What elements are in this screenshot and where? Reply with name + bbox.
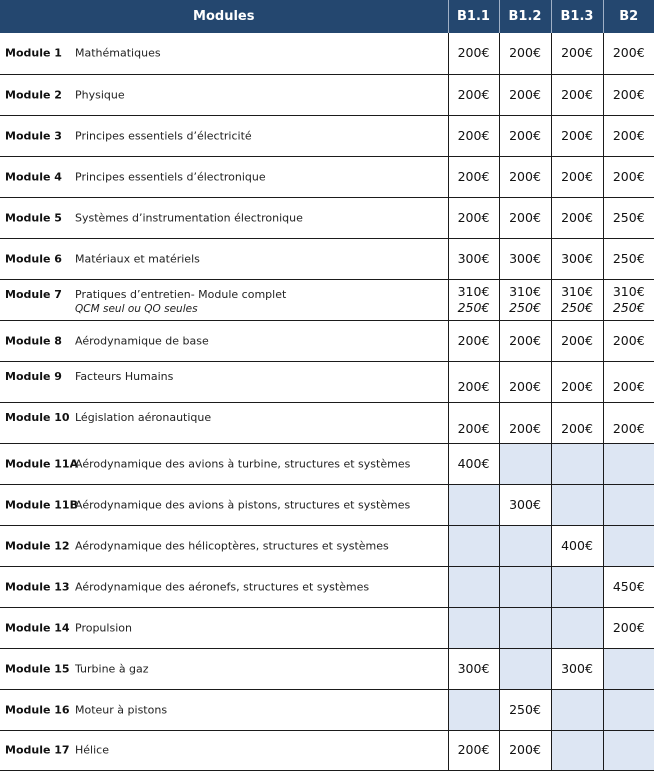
module-cell xyxy=(0,525,448,566)
price-value: 400€ xyxy=(561,537,593,553)
table-row xyxy=(0,279,654,320)
empty-price-cell xyxy=(499,648,551,689)
price-cell xyxy=(551,156,603,197)
price-value: 200€ xyxy=(612,127,645,143)
price-value: 310€ xyxy=(561,283,593,299)
module-cell xyxy=(0,74,448,115)
price-cell xyxy=(551,238,603,279)
module-cell xyxy=(0,197,448,238)
price-subvalue: 250€ xyxy=(457,299,490,315)
module-name-text: Aérodynamique des avions à pistons, structures et systèmes xyxy=(75,498,411,511)
module-name xyxy=(75,621,444,634)
table-row xyxy=(0,443,654,484)
price-cell xyxy=(448,320,499,361)
module-code: Module 4 xyxy=(5,170,62,183)
table-row xyxy=(0,689,654,730)
price-cell xyxy=(499,197,551,238)
empty-price-cell xyxy=(499,443,551,484)
price-cell xyxy=(448,74,499,115)
module-cell xyxy=(0,484,448,525)
table-row xyxy=(0,33,654,74)
table-row xyxy=(0,238,654,279)
module-name xyxy=(75,370,444,383)
price-cell xyxy=(551,33,603,74)
empty-price-cell xyxy=(603,525,654,566)
table-row xyxy=(0,402,654,443)
empty-price-cell xyxy=(448,525,499,566)
price-cell xyxy=(603,115,654,156)
price-cell xyxy=(551,525,603,566)
price-value: 200€ xyxy=(509,420,541,436)
module-name xyxy=(75,457,444,470)
price-value: 250€ xyxy=(612,209,645,225)
price-value: 200€ xyxy=(509,378,541,394)
price-cell xyxy=(448,361,499,402)
module-code: Module 8 xyxy=(5,334,62,347)
price-value: 200€ xyxy=(457,168,490,184)
header-col-b1-1: B1.1 xyxy=(448,0,499,33)
price-cell xyxy=(603,33,654,74)
table-row xyxy=(0,730,654,770)
module-name xyxy=(75,252,444,265)
module-code: Module 13 xyxy=(5,580,70,593)
module-name-text: Matériaux et matériels xyxy=(75,252,200,265)
price-cell xyxy=(499,238,551,279)
price-cell xyxy=(499,74,551,115)
price-cell xyxy=(448,197,499,238)
module-cell xyxy=(0,115,448,156)
price-value: 200€ xyxy=(612,332,645,348)
module-name-text: Physique xyxy=(75,88,125,101)
price-value: 200€ xyxy=(612,619,645,635)
table-row xyxy=(0,361,654,402)
module-name-text: Aérodynamique des hélicoptères, structures et systèmes xyxy=(75,539,389,552)
price-cell xyxy=(448,730,499,770)
module-cell xyxy=(0,689,448,730)
module-name xyxy=(75,170,444,183)
price-cell xyxy=(499,730,551,770)
table-row xyxy=(0,525,654,566)
module-name-text: Principes essentiels d’électronique xyxy=(75,170,266,183)
price-cell xyxy=(603,607,654,648)
price-value: 200€ xyxy=(509,45,541,61)
price-value: 310€ xyxy=(457,283,490,299)
module-name-text: Aérodynamique de base xyxy=(75,334,209,347)
header-modules: Modules xyxy=(0,0,448,33)
price-cell xyxy=(603,320,654,361)
price-value: 300€ xyxy=(457,660,490,676)
price-cell xyxy=(603,566,654,607)
price-cell xyxy=(603,74,654,115)
empty-price-cell xyxy=(603,730,654,770)
header-col-b1-3: B1.3 xyxy=(551,0,603,33)
module-name-text: Hélice xyxy=(75,743,109,757)
price-cell xyxy=(551,115,603,156)
price-value: 200€ xyxy=(561,420,593,436)
module-code: Module 1 xyxy=(5,46,62,60)
module-name-text: Législation aéronautique xyxy=(75,410,212,424)
price-cell xyxy=(499,320,551,361)
price-cell xyxy=(551,279,603,320)
module-code: Module 12 xyxy=(5,539,70,552)
module-name xyxy=(75,703,444,716)
empty-price-cell xyxy=(551,484,603,525)
price-value: 200€ xyxy=(509,209,541,225)
module-code: Module 15 xyxy=(5,662,70,675)
empty-price-cell xyxy=(551,566,603,607)
empty-price-cell xyxy=(551,607,603,648)
price-value: 200€ xyxy=(509,127,541,143)
module-code: Module 5 xyxy=(5,211,62,224)
module-cell xyxy=(0,361,448,402)
header-col-b1-2: B1.2 xyxy=(499,0,551,33)
table-row xyxy=(0,484,654,525)
price-value: 200€ xyxy=(457,86,490,102)
table-body xyxy=(0,33,654,770)
price-value: 200€ xyxy=(561,168,593,184)
empty-price-cell xyxy=(448,566,499,607)
price-value: 200€ xyxy=(457,332,490,348)
module-name xyxy=(75,744,444,757)
price-subvalue: 250€ xyxy=(561,299,593,315)
price-cell xyxy=(603,238,654,279)
price-value: 200€ xyxy=(457,209,490,225)
module-name-text: Pratiques d’entretien- Module complet xyxy=(75,287,287,301)
module-code: Module 10 xyxy=(5,410,70,424)
table-row xyxy=(0,74,654,115)
table-row xyxy=(0,320,654,361)
price-value: 200€ xyxy=(612,45,645,61)
module-code: Module 3 xyxy=(5,129,62,142)
price-cell xyxy=(448,443,499,484)
price-cell xyxy=(448,648,499,689)
module-code: Module 6 xyxy=(5,252,62,265)
price-cell xyxy=(448,33,499,74)
price-value: 200€ xyxy=(457,420,490,436)
price-cell xyxy=(499,156,551,197)
module-code: Module 2 xyxy=(5,88,62,101)
price-cell xyxy=(448,402,499,443)
empty-price-cell xyxy=(603,648,654,689)
price-value: 250€ xyxy=(612,250,645,266)
price-value: 200€ xyxy=(509,742,541,757)
empty-price-cell xyxy=(551,730,603,770)
empty-price-cell xyxy=(448,689,499,730)
table-row xyxy=(0,115,654,156)
price-value: 400€ xyxy=(457,455,490,471)
module-code: Module 11A xyxy=(5,457,79,470)
module-name xyxy=(75,334,444,347)
price-cell xyxy=(603,361,654,402)
table-row xyxy=(0,156,654,197)
price-value: 200€ xyxy=(561,378,593,394)
module-code: Module 14 xyxy=(5,621,70,634)
price-value: 200€ xyxy=(509,332,541,348)
module-name xyxy=(75,539,444,552)
module-name xyxy=(75,498,444,511)
module-cell xyxy=(0,320,448,361)
module-cell xyxy=(0,566,448,607)
header-row xyxy=(0,0,654,33)
price-cell xyxy=(551,648,603,689)
price-value: 200€ xyxy=(561,332,593,348)
price-value: 200€ xyxy=(457,378,490,394)
empty-price-cell xyxy=(448,607,499,648)
price-value: 300€ xyxy=(561,250,593,266)
price-value: 310€ xyxy=(509,283,541,299)
module-code: Module 16 xyxy=(5,703,70,716)
price-value: 450€ xyxy=(612,578,645,594)
empty-price-cell xyxy=(603,689,654,730)
price-cell xyxy=(603,197,654,238)
module-name xyxy=(75,47,444,60)
empty-price-cell xyxy=(499,566,551,607)
price-cell xyxy=(499,279,551,320)
module-name-text: Facteurs Humains xyxy=(75,369,174,383)
price-subvalue: 250€ xyxy=(612,299,645,315)
module-cell xyxy=(0,648,448,689)
price-cell xyxy=(551,402,603,443)
module-cell xyxy=(0,607,448,648)
price-value: 200€ xyxy=(561,209,593,225)
price-value: 300€ xyxy=(509,250,541,266)
module-cell xyxy=(0,443,448,484)
table-row xyxy=(0,607,654,648)
price-value: 200€ xyxy=(561,127,593,143)
price-cell xyxy=(499,402,551,443)
empty-price-cell xyxy=(499,525,551,566)
price-subvalue: 250€ xyxy=(509,299,541,315)
price-value: 200€ xyxy=(612,378,645,394)
module-name-text: Aérodynamique des avions à turbine, structures et systèmes xyxy=(75,457,411,470)
module-name-text: Propulsion xyxy=(75,621,132,634)
price-value: 300€ xyxy=(457,250,490,266)
empty-price-cell xyxy=(499,607,551,648)
price-value: 200€ xyxy=(457,742,490,757)
module-cell xyxy=(0,238,448,279)
module-name xyxy=(75,411,444,424)
price-value: 300€ xyxy=(561,660,593,676)
price-value: 200€ xyxy=(612,420,645,436)
price-cell xyxy=(499,115,551,156)
empty-price-cell xyxy=(448,484,499,525)
price-value: 310€ xyxy=(612,283,645,299)
price-cell xyxy=(551,197,603,238)
price-cell xyxy=(448,238,499,279)
module-cell xyxy=(0,402,448,443)
price-value: 200€ xyxy=(457,127,490,143)
price-cell xyxy=(551,74,603,115)
module-cell xyxy=(0,279,448,320)
module-name xyxy=(75,211,444,224)
module-name xyxy=(75,129,444,142)
module-name-text: Mathématiques xyxy=(75,46,161,60)
price-cell xyxy=(499,689,551,730)
price-cell xyxy=(603,402,654,443)
price-cell xyxy=(448,279,499,320)
module-code: Module 17 xyxy=(5,743,70,757)
price-value: 200€ xyxy=(457,45,490,61)
price-cell xyxy=(603,279,654,320)
module-subname: QCM seul ou QO seules xyxy=(75,302,198,315)
empty-price-cell xyxy=(603,443,654,484)
empty-price-cell xyxy=(551,689,603,730)
price-cell xyxy=(499,361,551,402)
price-cell xyxy=(499,484,551,525)
table-row xyxy=(0,648,654,689)
module-name xyxy=(75,662,444,675)
price-value: 250€ xyxy=(509,701,541,717)
module-name-text: Principes essentiels d’électricité xyxy=(75,129,252,142)
module-code: Module 11B xyxy=(5,498,78,511)
price-cell xyxy=(499,33,551,74)
module-name-text: Moteur à pistons xyxy=(75,703,168,716)
price-value: 200€ xyxy=(612,86,645,102)
price-value: 300€ xyxy=(509,496,541,512)
module-name xyxy=(75,288,444,315)
module-cell xyxy=(0,33,448,74)
module-cell xyxy=(0,156,448,197)
price-cell xyxy=(448,156,499,197)
table-row xyxy=(0,197,654,238)
module-name xyxy=(75,88,444,101)
header-col-b2: B2 xyxy=(603,0,654,33)
price-cell xyxy=(448,115,499,156)
module-name-text: Systèmes d’instrumentation électronique xyxy=(75,211,303,224)
module-cell xyxy=(0,730,448,770)
module-name-text: Aérodynamique des aéronefs, structures et systèmes xyxy=(75,580,370,593)
module-name xyxy=(75,580,444,593)
module-code: Module 9 xyxy=(5,369,62,383)
empty-price-cell xyxy=(551,443,603,484)
price-value: 200€ xyxy=(509,86,541,102)
module-code: Module 7 xyxy=(5,287,62,301)
table-row xyxy=(0,566,654,607)
price-cell xyxy=(551,361,603,402)
price-cell xyxy=(603,156,654,197)
price-cell xyxy=(551,320,603,361)
module-name-text: Turbine à gaz xyxy=(75,662,149,675)
empty-price-cell xyxy=(603,484,654,525)
price-value: 200€ xyxy=(561,45,593,61)
price-value: 200€ xyxy=(561,86,593,102)
price-value: 200€ xyxy=(612,168,645,184)
price-value: 200€ xyxy=(509,168,541,184)
